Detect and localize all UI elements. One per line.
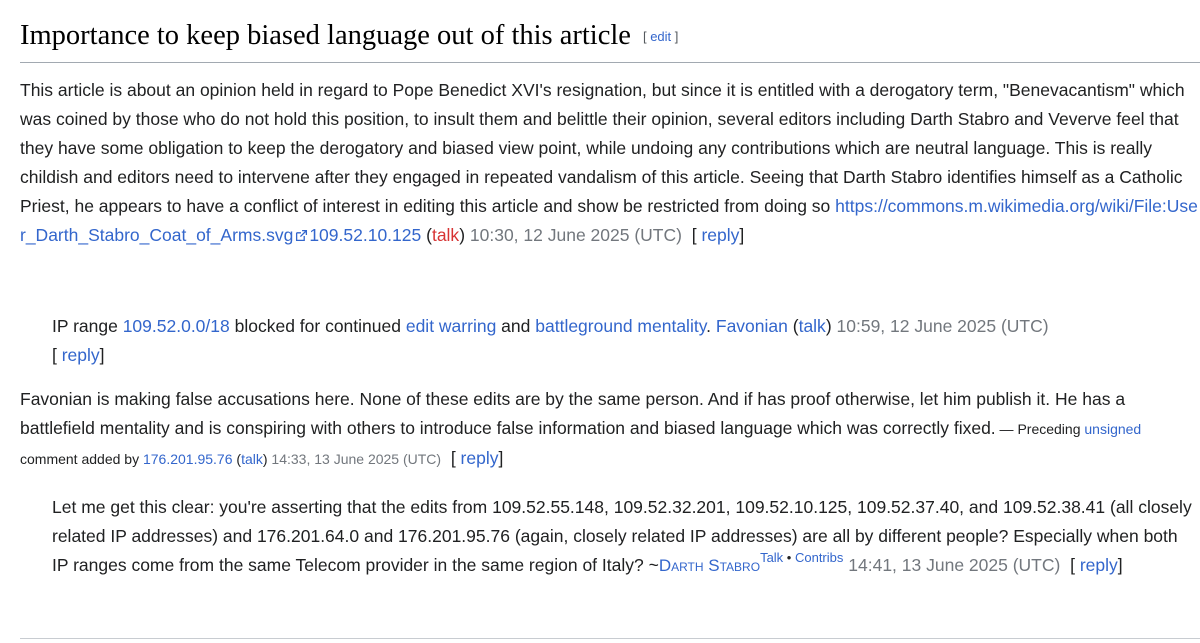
reply-button-2: [ reply] — [52, 345, 105, 365]
timestamp-1: 10:30, 12 June 2025 (UTC) — [469, 225, 682, 245]
divider — [20, 638, 1200, 639]
reply-link-3[interactable]: reply — [460, 448, 499, 468]
comment-1: This article is about an opinion held in regard to Pope Benedict XVI's resignation, but since it is entitled with a derogatory term, "Benevacantism" which was coined by those who do not hold this position, to insult them and belittle their opinion, several editors including Darth Stabro and Veverve feel that they have some obligation to keep the derogatory and biased view point, while undoing any contributions which are neutral language. This is really childish and editors need to intervene after they engaged in repeated vandalism of this article. Seeing that Darth Stabro identifies himself as a Catholic Priest, he appears to have a conflict of interest in editing this article and show be restricted from doing so https://commons.m.wikimedia.org/wiki/File:User_Darth_Stabro_Coat_of_Arms.svg 109.52.10.125 (talk) 10:30, 12 June 2025 (UTC) [ reply] — [20, 80, 1198, 245]
user-links-sup — [760, 550, 843, 565]
comment-4-text: Let me get this clear: you're asserting that the edits from 109.52.55.148, 109.52.32.201, 109.52.10.125, 109.52.37.40, and 109.52.38.41 (all closely related IP addresses) and 176.201.64.0 and 176.201.95.76 (again, closely related IP addresses) are all by different people? Especially when both IP ranges come from the same Telecom provider in the same region of Italy? ~ — [52, 497, 1192, 575]
unsigned-link[interactable]: unsigned — [1084, 421, 1142, 437]
commons-link[interactable]: https://commons.m.wikimedia.org/wiki/File:User_Darth_Stabro_Coat_of_Arms.svg — [20, 196, 1198, 245]
user-link-176-201-95-76[interactable]: 176.201.95.76 — [142, 451, 233, 467]
contribs-link[interactable]: Contribs — [794, 550, 844, 565]
comment-2-text-c: and — [496, 316, 536, 336]
section-edit: [ edit ] — [642, 29, 679, 44]
reply-button-1: [ reply] — [691, 225, 745, 245]
ip-range-link[interactable]: 109.52.0.0/18 — [122, 316, 230, 336]
comment-2-text-d: . — [706, 316, 716, 336]
reply-button-4: [ reply] — [1070, 555, 1123, 575]
comment-2-text-a: IP range — [52, 316, 123, 336]
comment-3-text: Favonian is making false accusations here. None of these edits are by the same person. And if has proof otherwise, let him publish it. He has a battlefield mentality and is conspiring with others to introduce false information and biased language which was correctly fixed. — [20, 389, 1126, 438]
user-link-darth-stabro[interactable]: Darth Stabro — [658, 556, 761, 575]
reply-button-3: [ reply] — [450, 448, 504, 468]
comment-3 — [20, 385, 1198, 474]
timestamp-4: 14:41, 13 June 2025 (UTC) — [848, 555, 1061, 575]
reply-link-1[interactable]: reply — [701, 225, 740, 245]
timestamp-2: 10:59, 12 June 2025 (UTC) — [836, 316, 1049, 336]
unsigned-note-pre: — Preceding — [995, 421, 1085, 437]
unsigned-note-mid: comment added by — [20, 451, 143, 467]
section-edit-link[interactable]: edit — [650, 29, 672, 44]
edit-warring-link[interactable]: edit warring — [405, 316, 497, 336]
unsigned-note: — Preceding unsigned comment added by 176.201.95.76 (talk) 14:33, 13 June 2025 (UTC) — [20, 421, 1142, 467]
battleground-link[interactable]: battleground mentality — [535, 316, 707, 336]
comment-2-text-b: blocked for continued — [229, 316, 406, 336]
reply-link-4[interactable]: reply — [1079, 555, 1118, 575]
external-link-icon — [295, 229, 308, 242]
reply-link-2[interactable]: reply — [61, 345, 100, 365]
separator: • — [783, 550, 795, 565]
timestamp-3: 14:33, 13 June 2025 (UTC) — [271, 451, 442, 467]
user-link-109-52-10-125[interactable]: 109.52.10.125 — [309, 225, 422, 245]
section-heading — [20, 16, 1200, 63]
section-title: Importance to keep biased language out of this article — [20, 20, 631, 51]
talk-link-2[interactable]: talk — [798, 316, 826, 336]
talk-link-4[interactable]: Talk — [760, 550, 784, 565]
comment-4 — [52, 493, 1198, 580]
talk-link-1[interactable]: talk — [431, 225, 460, 245]
user-link-favonian[interactable]: Favonian — [715, 316, 788, 336]
talk-link-3[interactable]: talk — [241, 451, 263, 467]
comment-1-text: This article is about an opinion held in regard to Pope Benedict XVI's resignation, but since it is entitled with a derogatory term, "Benevacantism" which was coined by those who do not hold this position, to insult them and belittle their opinion, several editors including Darth Stabro and Veverve feel that they have some obligation to keep the derogatory and biased view point, while undoing any contributions which are neutral language. This is really childish and editors need to intervene after they engaged in repeated vandalism of this article. Seeing that Darth Stabro identifies himself as a Catholic Priest, he appears to have a conflict of interest in editing this article and show be restricted from doing so — [20, 80, 1185, 216]
comment-2: IP range 109.52.0.0/18 blocked for continued edit warring and battleground mentality. Favonian (talk) 10:59, 12 June 2025 (UTC) [ reply] — [52, 316, 1049, 365]
